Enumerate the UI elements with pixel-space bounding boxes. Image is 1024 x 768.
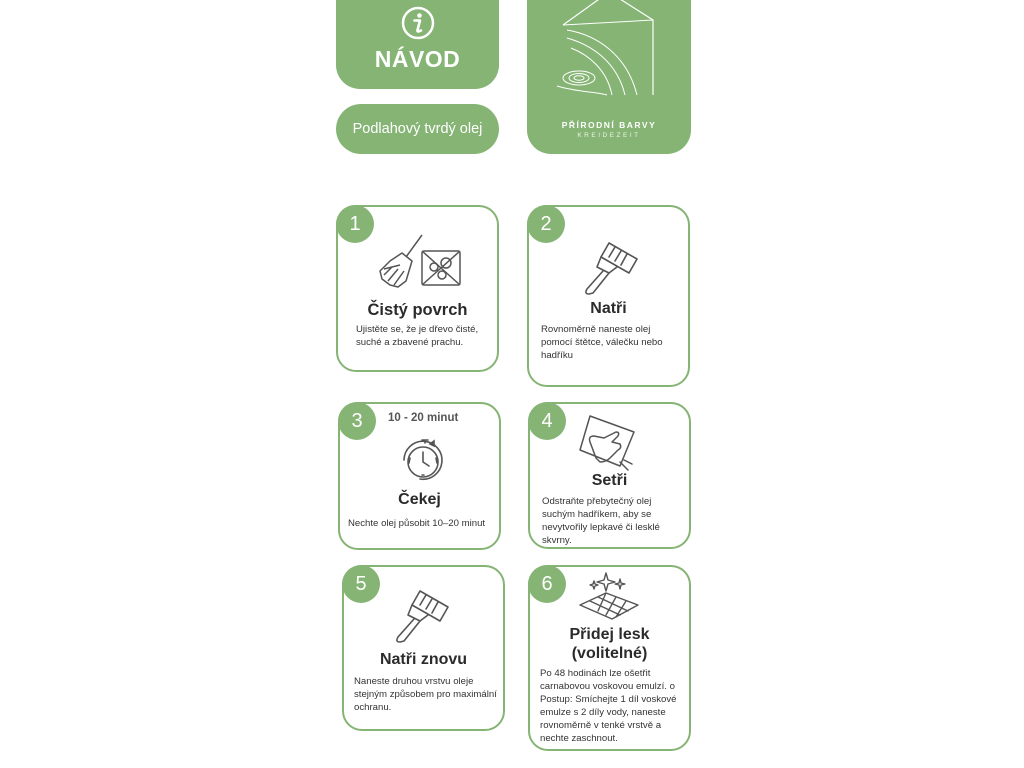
wait-time-label: 10 - 20 minut xyxy=(388,412,459,424)
shiny-floor-icon xyxy=(576,571,642,623)
step-description: Odstraňte přebytečný olej suchým hadříkem, aby se nevytvořily lepkavé či lesklé skvrny. xyxy=(542,496,660,546)
step-title: Čekej xyxy=(398,491,441,508)
step-number: 5 xyxy=(342,565,380,603)
step-description: Naneste druhou vrstvu oleje stejným způsobem pro maximální ochranu. xyxy=(354,676,497,713)
step-description: Po 48 hodinách lze ošetřit carnabovou voskovou emulzí. o Postup: Smíchejte 1 díl voskové emulze s 2 díly vody, naneste rovnoměrně v tenké vrstvě a nechte zaschnout. xyxy=(540,668,677,744)
navod-header-box xyxy=(336,0,499,89)
house-wood-logo-icon xyxy=(527,0,691,118)
step-description: Nechte olej působit 10–20 minut xyxy=(348,518,486,529)
step-card-4 xyxy=(528,402,691,549)
step-card-1 xyxy=(336,205,499,372)
info-icon xyxy=(401,6,435,40)
step-number: 2 xyxy=(527,205,565,243)
step-card-3 xyxy=(338,402,501,550)
step-card-5 xyxy=(342,565,505,731)
step-description: Ujistěte se, že je dřevo čisté, suché a zbavené prachu. xyxy=(356,324,479,348)
wiping-hand-icon xyxy=(576,412,638,474)
step-title: Setři xyxy=(591,472,628,489)
step-number: 4 xyxy=(528,402,566,440)
navod-title: NÁVOD xyxy=(374,46,461,72)
paintbrush-icon xyxy=(579,237,643,299)
step-description: Rovnoměrně naneste olej pomocí štětce, válečku nebo hadříku xyxy=(541,324,663,361)
paintbrush-icon xyxy=(390,585,454,647)
step-title: Čistý povrch xyxy=(367,301,468,319)
product-name-pill: Podlahový tvrdý olej xyxy=(336,104,499,154)
step-title: Natři xyxy=(590,300,627,317)
step-title: Přidej lesk (volitelné) xyxy=(569,626,650,662)
brand-subname: KREIDEZEIT xyxy=(577,132,641,139)
timer-clock-icon xyxy=(398,436,448,486)
step-number: 1 xyxy=(336,205,374,243)
step-card-2 xyxy=(527,205,690,387)
step-title: Natři znovu xyxy=(379,651,468,668)
brand-logo xyxy=(527,0,691,154)
step-card-6 xyxy=(528,565,691,751)
brand-name: PŘÍRODNÍ BARVY xyxy=(561,120,657,130)
duster-no-dust-icon xyxy=(376,231,466,293)
step-number: 6 xyxy=(528,565,566,603)
step-number: 3 xyxy=(338,402,376,440)
